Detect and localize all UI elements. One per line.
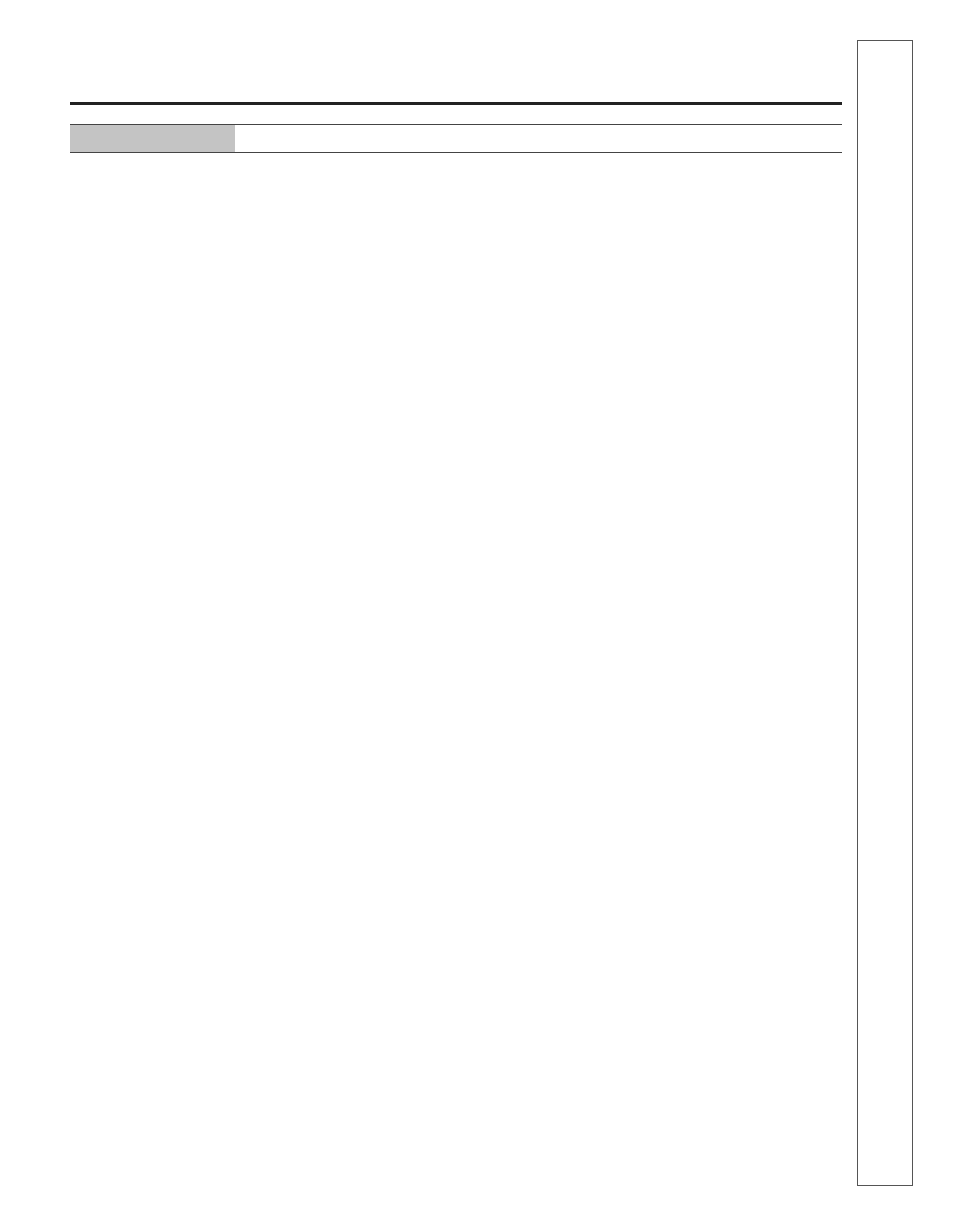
header-problem	[70, 125, 235, 152]
section-tabs	[857, 40, 913, 1186]
header-rule	[70, 102, 842, 105]
table-header	[70, 124, 842, 153]
troubleshooting-table	[70, 124, 842, 153]
